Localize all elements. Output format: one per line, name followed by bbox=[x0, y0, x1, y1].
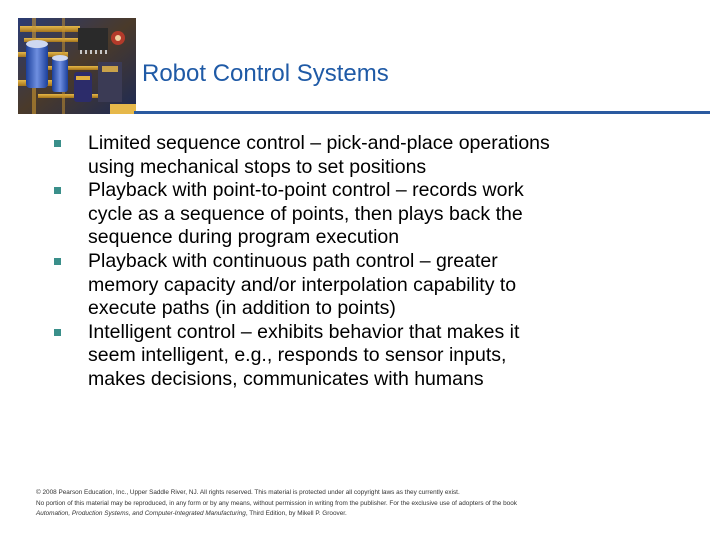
title-underline bbox=[134, 111, 710, 114]
bullet-line: using mechanical stops to set positions bbox=[88, 155, 427, 178]
square-bullet-icon bbox=[54, 187, 61, 194]
bullet-line: Intelligent control – exhibits behavior that makes it bbox=[88, 320, 520, 343]
footer-line: No portion of this material may be reproduced, in any form or by any means, without permission in writing from the publisher. For the exclusive use of adopters of the book bbox=[36, 499, 517, 507]
bullet-line: execute paths (in addition to points) bbox=[88, 297, 396, 320]
bullet-line: Playback with point-to-point control – records work bbox=[88, 179, 524, 202]
book-title: Automation, Production Systems, and Computer-Integrated Manufacturing bbox=[36, 510, 246, 518]
bullet-list bbox=[50, 132, 690, 392]
footer-line: © 2008 Pearson Education, Inc., Upper Saddle River, NJ. All rights reserved. This material is protected under all copyright laws as they currently exist. bbox=[36, 489, 460, 496]
bullet-item bbox=[50, 179, 690, 250]
bullet-item bbox=[50, 132, 690, 179]
footer-line bbox=[36, 509, 716, 520]
square-bullet-icon bbox=[54, 140, 61, 147]
bullet-line: memory capacity and/or interpolation capability to bbox=[88, 273, 517, 296]
bullet-line: makes decisions, communicates with humans bbox=[88, 367, 484, 390]
book-credit: , Third Edition, by Mikell P. Groover. bbox=[245, 510, 347, 518]
square-bullet-icon bbox=[54, 329, 61, 336]
square-bullet-icon bbox=[54, 258, 61, 265]
bullet-line: sequence during program execution bbox=[88, 226, 400, 249]
bullet-line: cycle as a sequence of points, then plays back the bbox=[88, 202, 523, 225]
circuit-board-photo-icon bbox=[18, 18, 156, 114]
copyright-footer bbox=[36, 488, 716, 520]
slide-title: Robot Control Systems bbox=[142, 60, 389, 87]
bullet-item bbox=[50, 250, 690, 321]
bullet-line: seem intelligent, e.g., responds to sensor inputs, bbox=[88, 344, 507, 367]
bullet-line: Playback with continuous path control – greater bbox=[88, 249, 498, 272]
bullet-item bbox=[50, 321, 690, 392]
bullet-line: Limited sequence control – pick-and-place operations bbox=[88, 132, 550, 154]
